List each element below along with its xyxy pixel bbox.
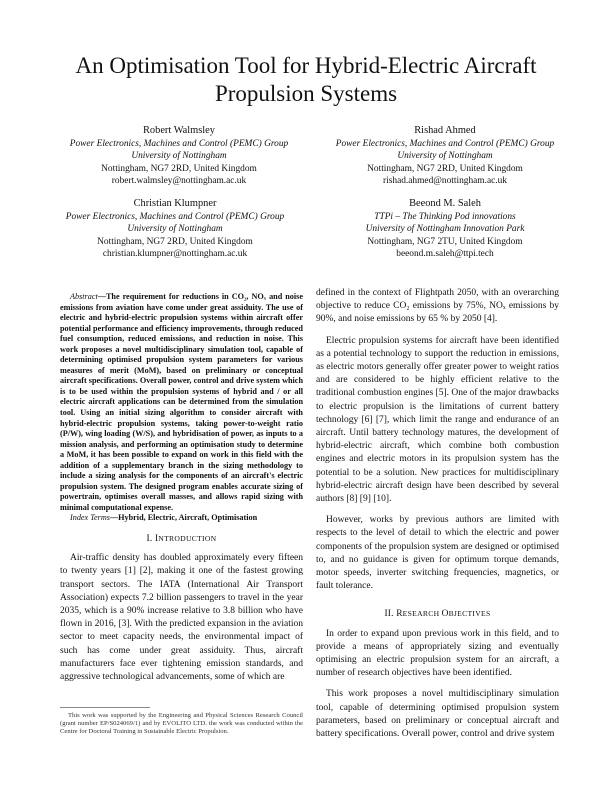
objectives-paragraph-1: In order to expand upon previous work in this field, and to provide a means of appropriately sizing and eventually optimising an electric propulsion system for an aircraft, a number of research objectives have been identified.: [316, 628, 559, 679]
footnote-rule: [60, 707, 150, 708]
author-block-1: [52, 125, 306, 188]
author-address: Nottingham, NG7 2TU, United Kingdom: [367, 236, 523, 247]
author-university: University of Nottingham: [127, 224, 223, 235]
abstract: [60, 292, 303, 513]
author-university: University of Nottingham: [131, 151, 227, 162]
right-paragraph-2: Electric propulsion systems for aircraft have been identified as a potential technology to support the reduction in emissions, as electric motors generally offer greater power to weight ratios and are considered to be highly efficient relative to the traditional combustion engines [5]. One of the major drawbacks to electric propulsion is the limitations of current battery technology [6] [7], which limit the range and endurance of an aircraft. Until battery technology matures, the development of hybrid-electric aircraft, which combine both combustion engines and electric motors in its propulsion system has the potential to be a solution. New practices for multidisciplinary hybrid-electric aircraft design have been described by several authors [8] [9] [10].: [316, 335, 559, 505]
left-column: [60, 292, 303, 692]
author-affiliation: Power Electronics, Machines and Control (PEMC) Group: [65, 211, 285, 222]
right-column: [316, 287, 559, 749]
paper-title: An Optimisation Tool for Hybrid-Electric Aircraft Propulsion Systems: [75, 53, 537, 106]
author-block-4: [318, 198, 572, 261]
author-name: Robert Walmsley: [143, 125, 215, 136]
author-affiliation: Power Electronics, Machines and Control (PEMC) Group: [335, 138, 555, 149]
author-name: Rishad Ahmed: [414, 125, 476, 136]
author-block-3: [44, 198, 306, 261]
author-email: beeond.m.saleh@ttpi.tech: [396, 249, 494, 260]
author-block-2: [318, 125, 572, 188]
section-heading-research-objectives: II. RESEARCH OBJECTIVES: [384, 609, 491, 620]
author-address: Nottingham, NG7 2RD, United Kingdom: [367, 163, 523, 174]
index-terms: [60, 513, 303, 524]
right-paragraph-3: However, works by previous authors are limited with respects to the level of detail to which the electric and power components of the propulsion system are designed or optimised to, and no guidance is given for optimum torque demands, motor speeds, inverter switching frequencies, magnetics, or fault tolerance.: [316, 515, 559, 592]
objectives-paragraph-2: This work proposes a novel multidisciplinary simulation tool, capable of determining optimised propulsion system parameters, based on preliminary or conceptual aircraft and battery specifications. Overall power, control and drive system: [316, 689, 559, 740]
author-email: christian.klumpner@nottingham.ac.uk: [102, 249, 248, 260]
section-heading-introduction: I. INTRODUCTION: [146, 533, 217, 544]
introduction-paragraph: Air-traffic density has doubled approximately every fifteen to twenty years [1] [2], making it one of the fastest growing transport sectors. The IATA (International Air Transport Association) expects 7.2 billion passengers to travel in the year 2035, which is a 90% increase relative to 3.8 billion who have flown in 2016, [3]. With the predicted expansion in the aviation sector to meet capacity needs, the environmental impact of such has come under great assiduity. Thus, aircraft manufacturers face ever tightening emission standards, and aggressive technological advancements, some of which are: [60, 553, 303, 683]
abstract-text: —The requirement for reductions in CO₂, NOₓ and noise emissions from aviation have come under great assiduity. The use of electric and hybrid-electric propulsion systems within aircraft offer potential performance and efficiency improvements, through reduced fuel consumption, reduced emissions, and reduction in noise. This work proposes a novel multidisciplinary simulation tool, capable of determining optimised propulsion system parameters for various measures of merit (MoM), based on preliminary or conceptual aircraft specifications. Overall power, control and drive system which is to be used within the propulsion systems of hybrid and / or all electric aircraft applications can be determined from the simulation tool. Using an initial sizing algorithm to consider aircraft with hybrid-electric propulsion systems, taking power-to-weight ratio (P/W), wing loading (W/S), and hybridisation of power, as inputs to a mission analysis, and performing an optimisation study to determine a MoM, it has been possible to expand on work in this field with the addition of a supplementary branch in the sizing methodology to include a sizing analysis for the components of an aircraft's electric propulsion system. The designed program enables accurate sizing of powertrain, optimises overall masses, and allows rapid sizing with minimal computational expense.: [60, 292, 303, 512]
index-terms-lead: Index Terms: [70, 513, 110, 523]
author-university: University of Nottingham Innovation Park: [365, 224, 525, 235]
author-email: robert.walmsley@nottingham.ac.uk: [111, 176, 247, 187]
author-university: University of Nottingham: [397, 151, 493, 162]
author-address: Nottingham, NG7 2RD, United Kingdom: [97, 236, 253, 247]
author-address: Nottingham, NG7 2RD, United Kingdom: [101, 163, 257, 174]
author-name: Christian Klumpner: [133, 198, 217, 209]
index-terms-text: —Hybrid, Electric, Aircraft, Optimisation: [109, 513, 258, 523]
author-email: rishad.ahmed@nottingham.ac.uk: [383, 176, 507, 187]
author-affiliation: TTPi – The Thinking Pod innovations: [374, 211, 516, 222]
author-affiliation: Power Electronics, Machines and Control (PEMC) Group: [69, 138, 289, 149]
right-paragraph-1: defined in the context of Flightpath 2050, with an overarching objective to reduce CO₂ emissions by 75%, NOₓ emissions by 90%, and noise emissions by 65 % by 2050 [4].: [316, 288, 559, 325]
abstract-lead: Abstract: [70, 292, 98, 301]
author-name: Beeond M. Saleh: [409, 198, 481, 209]
footnote: This work was supported by the Engineering and Physical Sciences Research Council (grant number EP/S024069/1) and by EVOLITO LTD. the work was conducted within the Centre for Doctoral Training in Sustainable Electric Propulsion.: [60, 712, 303, 736]
